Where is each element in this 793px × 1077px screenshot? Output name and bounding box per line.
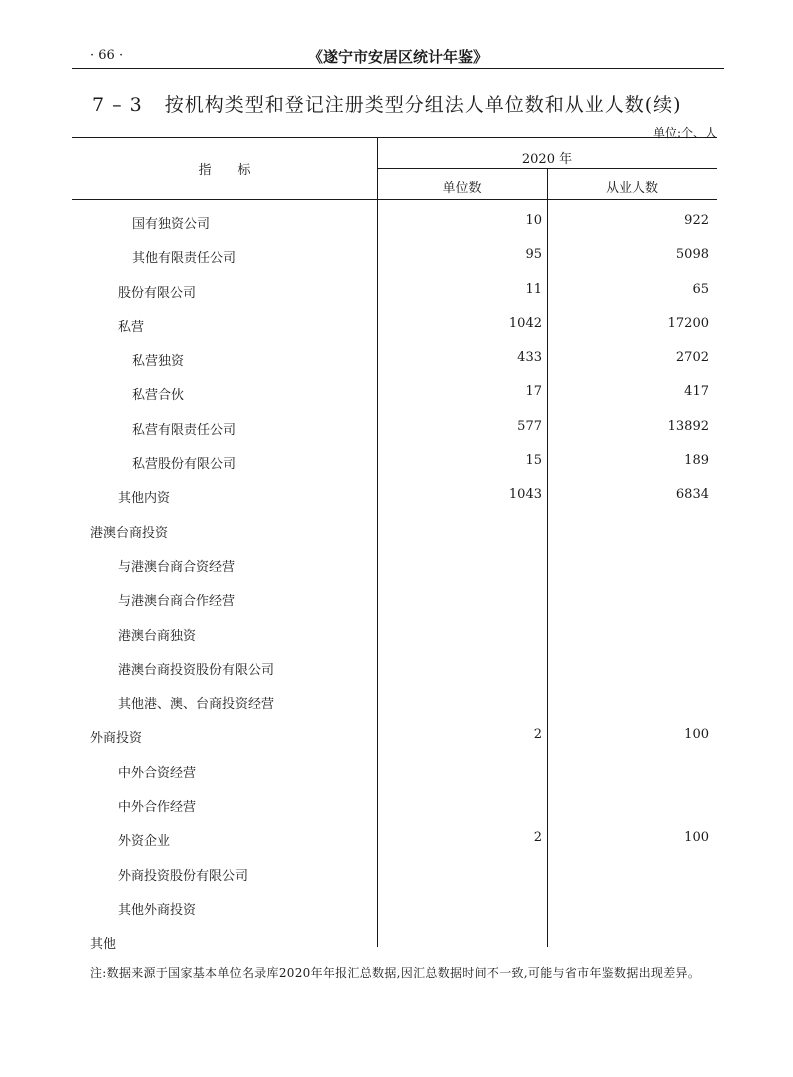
row-label: 外商投资股份有限公司 xyxy=(118,868,249,884)
row-label: 国有独资公司 xyxy=(132,217,211,232)
employees-cell: 2702 xyxy=(675,350,709,366)
units-cell: 11 xyxy=(525,281,542,297)
indicator-header: 指标 xyxy=(198,163,277,178)
employees-header: 从业人数 xyxy=(605,181,658,196)
row-label: 外商投资 xyxy=(90,731,143,747)
row-label: 中外合作经营 xyxy=(118,800,197,816)
units-cell: 2 xyxy=(533,830,542,846)
row-label: 与港澳台商合作经营 xyxy=(118,594,236,610)
table-row xyxy=(72,510,717,544)
table-row xyxy=(72,715,717,749)
employees-cell: 13892 xyxy=(667,418,709,434)
employees-cell: 100 xyxy=(684,727,709,743)
book-title: 《遂宁市安居区统计年鉴》 xyxy=(307,48,488,66)
table-row xyxy=(72,784,717,818)
employees-cell: 922 xyxy=(684,213,709,228)
header-rule xyxy=(72,68,724,69)
table-row xyxy=(72,750,717,784)
table-row xyxy=(72,818,717,852)
units-cell: 15 xyxy=(525,453,542,469)
row-label: 其他外商投资 xyxy=(118,902,197,918)
row-label: 股份有限公司 xyxy=(118,285,197,301)
row-label: 其他 xyxy=(90,937,117,953)
footnote: 注:数据来源于国家基本单位名录库2020年年报汇总数据,因汇总数据时间不一致,可能与省市年鉴数据出现差异。 xyxy=(90,966,701,980)
table-row xyxy=(72,304,717,338)
table-row xyxy=(72,372,717,406)
employees-cell: 65 xyxy=(692,281,709,297)
page-number: · 66 · xyxy=(90,48,124,63)
row-label: 港澳台商投资股份有限公司 xyxy=(118,662,275,678)
table-row xyxy=(72,613,717,647)
row-label: 港澳台商投资 xyxy=(90,525,169,541)
year-header: 2020 年 xyxy=(521,152,573,167)
row-label: 其他内资 xyxy=(118,491,171,507)
row-label: 港澳台商独资 xyxy=(118,628,197,644)
units-cell: 433 xyxy=(517,350,542,366)
table-row xyxy=(72,853,717,887)
row-label: 私营 xyxy=(118,319,145,335)
units-cell: 17 xyxy=(525,384,542,400)
running-header xyxy=(72,44,724,70)
table-row xyxy=(72,407,717,441)
row-label: 私营独资 xyxy=(132,354,185,370)
table-top-rule xyxy=(72,137,717,138)
row-label: 其他港、澳、台商投资经营 xyxy=(118,697,275,713)
table-row xyxy=(72,235,717,269)
table-row xyxy=(72,544,717,578)
units-cell: 95 xyxy=(525,247,542,263)
table-title-text: 按机构类型和登记注册类型分组法人单位数和从业人数(续) xyxy=(164,94,682,116)
employees-cell: 417 xyxy=(684,384,709,400)
unit-note: 单位:个、人 xyxy=(652,126,717,140)
table-row xyxy=(72,338,717,372)
employees-cell: 17200 xyxy=(667,315,709,331)
units-cell: 2 xyxy=(533,727,542,743)
table-row xyxy=(72,578,717,612)
table-row xyxy=(72,921,717,955)
row-label: 其他有限责任公司 xyxy=(132,251,237,267)
table-body xyxy=(72,201,717,956)
row-label: 与港澳台商合资经营 xyxy=(118,559,236,575)
row-label: 外资企业 xyxy=(118,834,171,850)
table-row xyxy=(72,270,717,304)
row-label: 中外合资经营 xyxy=(118,765,197,781)
units-cell: 577 xyxy=(517,418,542,434)
employees-cell: 6834 xyxy=(675,487,709,503)
employees-cell: 100 xyxy=(684,830,709,846)
table-number: 7 – 3 xyxy=(92,94,143,116)
header-bottom-rule xyxy=(72,199,717,200)
row-label: 私营股份有限公司 xyxy=(132,457,237,473)
table-row xyxy=(72,475,717,509)
units-header: 单位数 xyxy=(442,181,482,196)
units-cell: 1042 xyxy=(508,315,542,331)
employees-cell: 189 xyxy=(684,453,709,469)
table-title xyxy=(92,90,682,117)
table-row xyxy=(72,201,717,235)
table-row xyxy=(72,681,717,715)
table-row xyxy=(72,441,717,475)
units-cell: 10 xyxy=(525,213,542,228)
table-row xyxy=(72,647,717,681)
employees-cell: 5098 xyxy=(675,247,709,263)
row-label: 私营合伙 xyxy=(132,388,185,404)
row-label: 私营有限责任公司 xyxy=(132,422,237,438)
units-cell: 1043 xyxy=(508,487,542,503)
table-row xyxy=(72,887,717,921)
